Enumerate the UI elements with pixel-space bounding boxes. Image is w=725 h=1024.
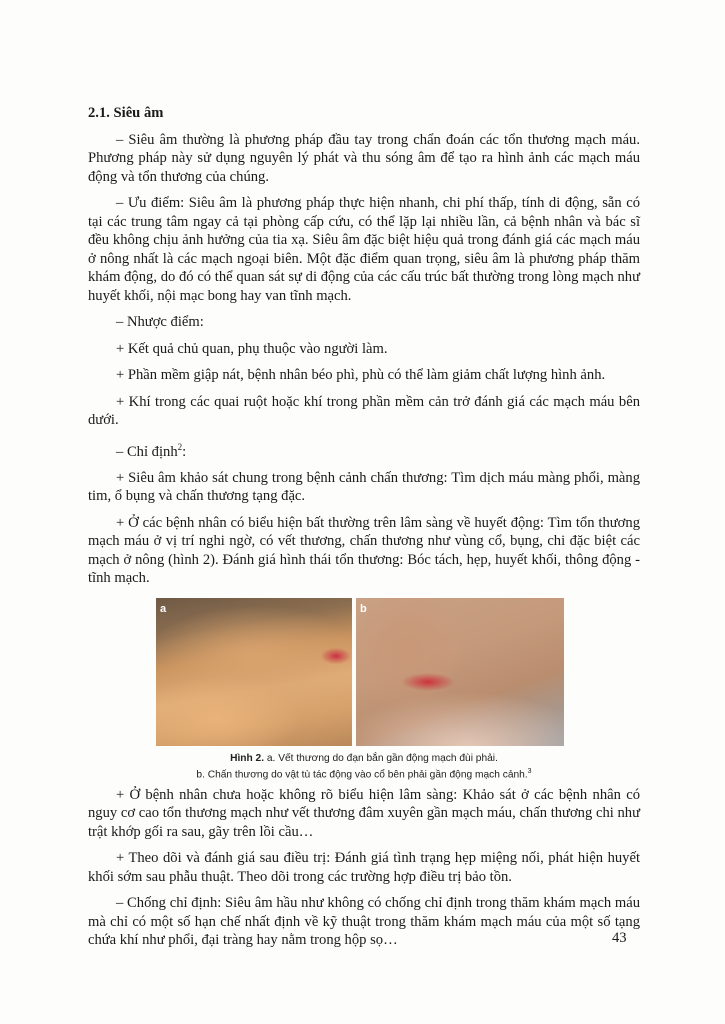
indication-text: – Chỉ định: [116, 443, 178, 460]
page-content: [88, 104, 640, 958]
paragraph-disadvantage-2: + Phần mềm giập nát, bệnh nhân béo phì, phù có thể làm giảm chất lượng hình ảnh.: [116, 367, 606, 383]
photo-a-label: a: [160, 602, 167, 615]
figure-photo-a: [156, 598, 352, 746]
photo-b-label: b: [360, 602, 367, 615]
caption-line-2: [88, 765, 640, 781]
figure-photo-b: [356, 598, 564, 746]
paragraph-advantages: – Ưu điểm: Siêu âm là phương pháp thực hiện nhanh, chi phí thấp, tính di động, sẵn có tại các trung tâm ngay cả tại phòng cấp cứu, có thể lặp lại nhiều lần, cả bệnh nhân và bác sĩ đều không chịu ảnh hưởng của tia xạ. Siêu âm đặc biệt hiệu quả trong đánh giá các mạch máu ở nông nhất là các mạch ngoại biên. Một đặc điểm quan trọng, siêu âm là phương pháp thăm khám động, do đó có thể quan sát sự di động của các cấu trúc bất thường trong lòng mạch như huyết khối, nội mạc bong hay van tĩnh mạch.: [88, 195, 640, 304]
paragraph-indication-4: + Theo dõi và đánh giá sau điều trị: Đánh giá tình trạng hẹp miệng nối, phát hiện huyết khối sớm sau phẫu thuật. Theo dõi trong các trường hợp điều trị bảo tồn.: [88, 850, 640, 885]
section-heading: 2.1. Siêu âm: [88, 105, 164, 121]
paragraph-indication-label: [88, 438, 640, 461]
caption-citation: 3: [527, 767, 532, 775]
paragraph-intro: – Siêu âm thường là phương pháp đầu tay trong chẩn đoán các tổn thương mạch máu. Phương pháp này sử dụng nguyên lý phát và thu sóng âm để tạo ra hình ảnh các mạch máu động và tổn thương của chúng.: [88, 131, 640, 185]
caption-part-b: b. Chấn thương do vật tù tác động vào cổ bên phải gần động mạch cảnh.: [196, 769, 528, 781]
paragraph-indication-1: + Siêu âm khảo sát chung trong bệnh cảnh chấn thương: Tìm dịch máu màng phổi, màng tim, ổ bụng và chấn thương tạng đặc.: [88, 469, 640, 505]
paragraph-disadvantage-1: + Kết quả chủ quan, phụ thuộc vào người làm.: [116, 340, 388, 357]
paragraph-indication-2: + Ở các bệnh nhân có biểu hiện bất thường trên lâm sàng về huyết động: Tìm tổn thương mạch máu ở vị trí nghi ngờ, có vết thương, chấn thương như vùng cổ, bụng, chi đặc biệt các mạch ở nông (hình 2). Đánh giá hình thái tổn thương: Bóc tách, hẹp, huyết khối, thông động - tĩnh mạch.: [88, 514, 640, 587]
page-number: 43: [612, 930, 627, 946]
figure-caption: [88, 752, 640, 781]
paragraph-disadvantages-label: – Nhược điểm:: [116, 314, 204, 330]
caption-figure-number: Hình 2.: [230, 752, 265, 764]
paragraph-indication-3: + Ở bệnh nhân chưa hoặc không rõ biểu hiện lâm sàng: Khảo sát ở các bệnh nhân có nguy cơ cao tổn thương mạch như vết thương đâm xuyên gần mạch máu, chấn thương chi như trật khớp gối ra sau, gãy trên lồi cầu…: [88, 786, 640, 840]
paragraph-disadvantage-3: + Khí trong các quai ruột hoặc khí trong phần mềm cản trở đánh giá các mạch máu bên dưới.: [88, 393, 640, 428]
figure-2: [88, 590, 640, 786]
caption-line-1: [88, 752, 640, 765]
caption-part-a: a. Vết thương do đạn bắn gần động mạch đùi phải.: [264, 752, 498, 764]
indication-citation: 2: [177, 441, 183, 452]
paragraph-contraindication: – Chống chỉ định: Siêu âm hầu như không có chống chỉ định trong thăm khám mạch máu mà chỉ có một số hạn chế nhất định về kỹ thuật trong thăm khám mạch máu của một số tạng chứa khí như phổi, đại tràng hay nằm trong hộp sọ…: [88, 895, 640, 949]
indication-suffix: :: [182, 443, 187, 460]
